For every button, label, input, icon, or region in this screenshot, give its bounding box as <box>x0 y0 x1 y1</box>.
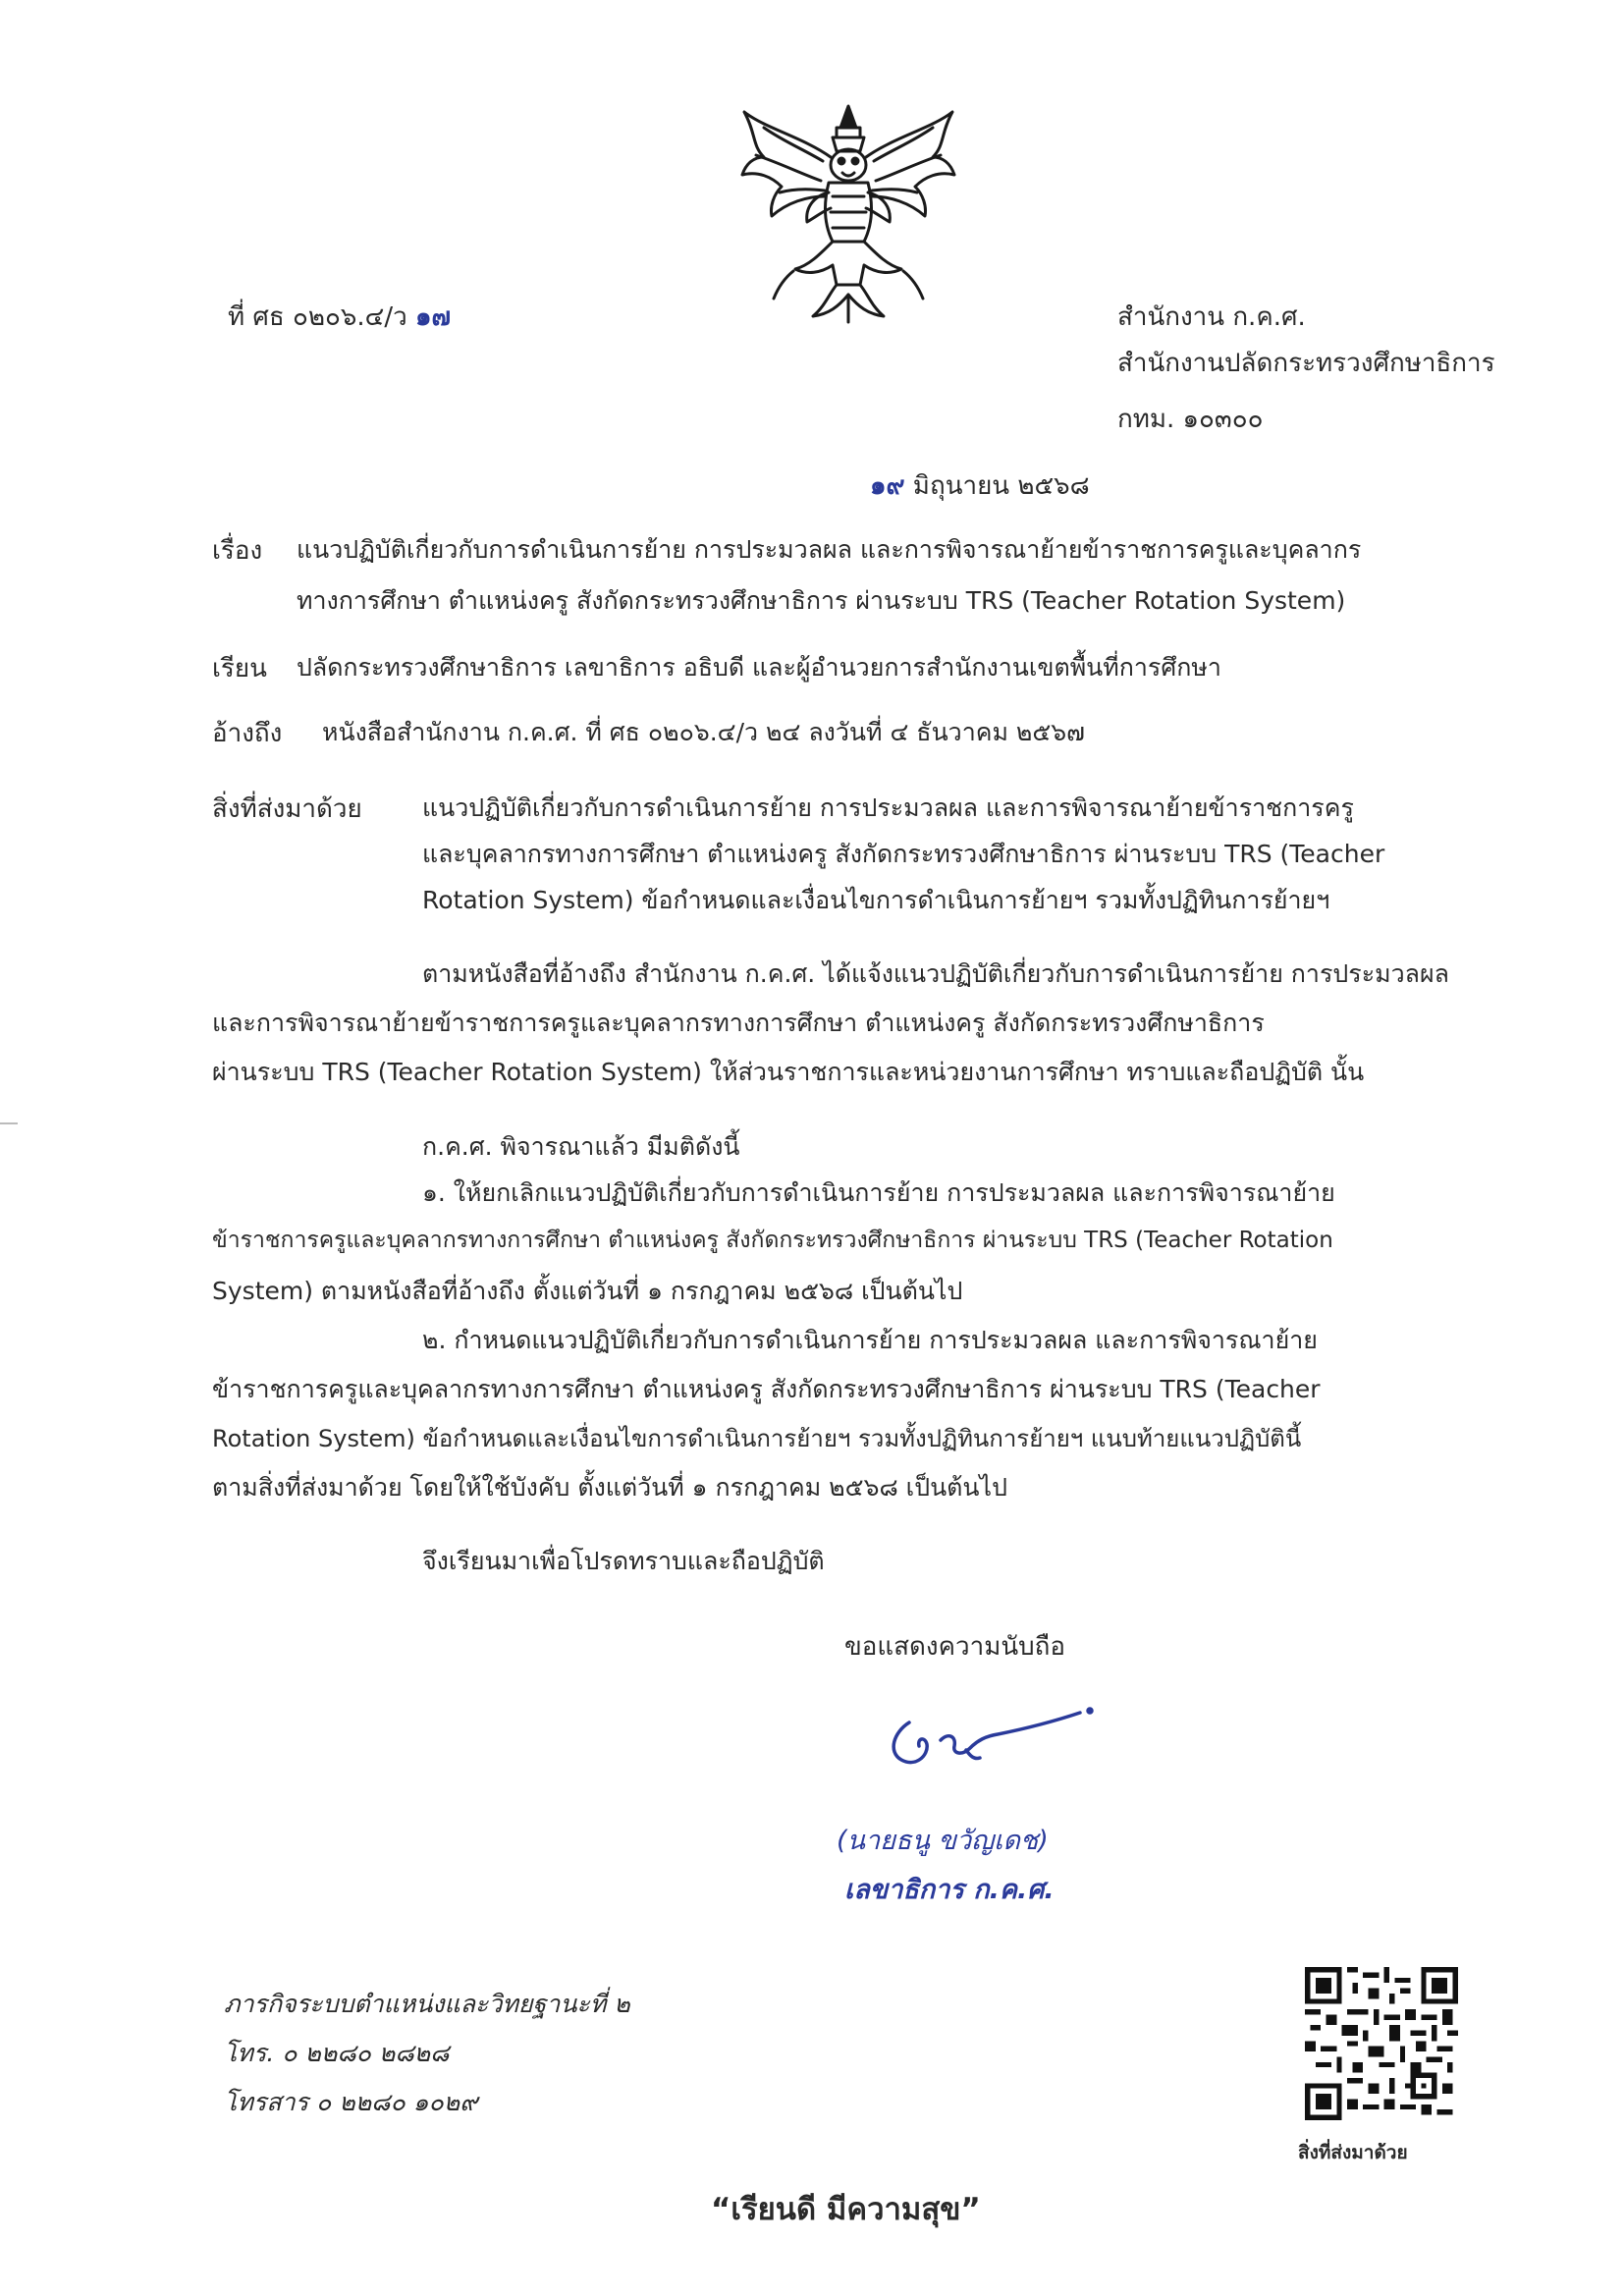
enclosure-line-1: แนวปฏิบัติเกี่ยวกับการดำเนินการย้าย การประมวลผล และการพิจารณาย้ายข้าราชการครู <box>422 793 1354 822</box>
reference-number-handwritten: ๑๗ <box>415 302 452 332</box>
letter-date <box>870 465 1090 506</box>
date-month-year: มิถุนายน ๒๕๖๘ <box>904 471 1090 501</box>
subject-label: เรื่อง <box>212 536 263 566</box>
reference-text: หนังสือสำนักงาน ก.ค.ศ. ที่ ศธ ๐๒๐๖.๔/ว ๒๔ ลงวันที่ ๔ ธันวาคม ๒๕๖๗ <box>322 718 1085 746</box>
reference-prefix: ที่ ศธ ๐๒๐๖.๔/ว <box>228 302 415 332</box>
body-para1-line-1: ตามหนังสือที่อ้างถึง สำนักงาน ก.ค.ศ. ได้แจ้งแนวปฏิบัติเกี่ยวกับการดำเนินการย้าย การประมวลผล <box>422 959 1449 988</box>
body-item2-line-4: ตามสิ่งที่ส่งมาด้วย โดยให้ใช้บังคับ ตั้งแต่วันที่ ๑ กรกฎาคม ๒๕๖๘ เป็นต้นไป <box>212 1473 1007 1502</box>
office-address-line-1: สำนักงาน ก.ค.ศ. <box>1117 302 1306 332</box>
date-day-handwritten: ๑๙ <box>870 471 905 501</box>
department-name: ภารกิจระบบตำแหน่งและวิทยฐานะที่ ๒ <box>224 1990 630 2018</box>
reference-number <box>228 297 451 337</box>
closing-phrase: ขอแสดงความนับถือ <box>844 1632 1065 1662</box>
qr-caption: สิ่งที่ส่งมาด้วย <box>1298 2142 1408 2163</box>
body-item2-line-1: ๒. กำหนดแนวปฏิบัติเกี่ยวกับการดำเนินการย้าย การประมวลผล และการพิจารณาย้าย <box>422 1326 1318 1354</box>
office-address-line-2: สำนักงานปลัดกระทรวงศึกษาธิการ <box>1117 349 1495 378</box>
enclosure-line-2: และบุคลากรทางการศึกษา ตำแหน่งครู สังกัดกระทรวงศึกษาธิการ ผ่านระบบ TRS (Teacher <box>422 840 1385 868</box>
page-edge-mark <box>0 1122 18 1124</box>
office-address-line-3: กทม. ๑๐๓๐๐ <box>1117 405 1264 434</box>
salutation-label: เรียน <box>212 654 267 683</box>
closing-request: จึงเรียนมาเพื่อโปรดทราบและถือปฏิบัติ <box>422 1547 825 1575</box>
body-para1-line-3: ผ่านระบบ TRS (Teacher Rotation System) ให้ส่วนราชการและหน่วยงานการศึกษา ทราบและถือปฏิบัติ นั้น <box>212 1058 1365 1086</box>
body-resolution-intro: ก.ค.ศ. พิจารณาแล้ว มีมติดังนี้ <box>422 1132 740 1161</box>
body-item1-line-3: System) ตามหนังสือที่อ้างถึง ตั้งแต่วันที่ ๑ กรกฎาคม ๒๕๖๘ เป็นต้นไป <box>212 1277 963 1305</box>
salutation-text: ปลัดกระทรวงศึกษาธิการ เลขาธิการ อธิบดี และผู้อำนวยการสำนักงานเขตพื้นที่การศึกษา <box>297 653 1221 682</box>
fax-number: โทรสาร ๐ ๒๒๘๐ ๑๐๒๙ <box>224 2088 478 2116</box>
reference-label: อ้างถึง <box>212 719 283 748</box>
subject-line-2: ทางการศึกษา ตำแหน่งครู สังกัดกระทรวงศึกษาธิการ ผ่านระบบ TRS (Teacher Rotation System) <box>297 586 1346 615</box>
phone-number: โทร. ๐ ๒๒๘๐ ๒๘๒๘ <box>224 2039 450 2067</box>
body-item2-line-3: Rotation System) ข้อกำหนดและเงื่อนไขการดำเนินการย้ายฯ รวมทั้งปฏิทินการย้ายฯ แนบท้ายแนวปฏิบัตินี้ <box>212 1425 1302 1452</box>
body-para1-line-2: และการพิจารณาย้ายข้าราชการครูและบุคลากรทางการศึกษา ตำแหน่งครู สังกัดกระทรวงศึกษาธิการ <box>212 1009 1265 1037</box>
enclosure-line-3: Rotation System) ข้อกำหนดและเงื่อนไขการดำเนินการย้ายฯ รวมทั้งปฏิทินการย้ายฯ <box>422 886 1330 914</box>
handwritten-signature-icon <box>880 1693 1106 1781</box>
subject-line-1: แนวปฏิบัติเกี่ยวกับการดำเนินการย้าย การประมวลผล และการพิจารณาย้ายข้าราชการครูและบุคลากร <box>297 535 1362 564</box>
garuda-emblem-icon <box>734 98 962 326</box>
qr-code-icon[interactable] <box>1305 1967 1458 2120</box>
signatory-title: เลขาธิการ ก.ค.ศ. <box>844 1875 1055 1905</box>
body-item1-line-2: ข้าราชการครูและบุคลากรทางการศึกษา ตำแหน่งครู สังกัดกระทรวงศึกษาธิการ ผ่านระบบ TRS (Teacher Rotation <box>212 1228 1333 1253</box>
slogan: “เรียนดี มีความสุข” <box>711 2192 981 2227</box>
body-item2-line-2: ข้าราชการครูและบุคลากรทางการศึกษา ตำแหน่งครู สังกัดกระทรวงศึกษาธิการ ผ่านระบบ TRS (Teacher <box>212 1375 1321 1403</box>
enclosure-label: สิ่งที่ส่งมาด้วย <box>212 794 362 824</box>
signatory-name: (นายธนู ขวัญเดช) <box>837 1826 1049 1856</box>
body-item1-line-1: ๑. ให้ยกเลิกแนวปฏิบัติเกี่ยวกับการดำเนินการย้าย การประมวลผล และการพิจารณาย้าย <box>422 1178 1335 1207</box>
